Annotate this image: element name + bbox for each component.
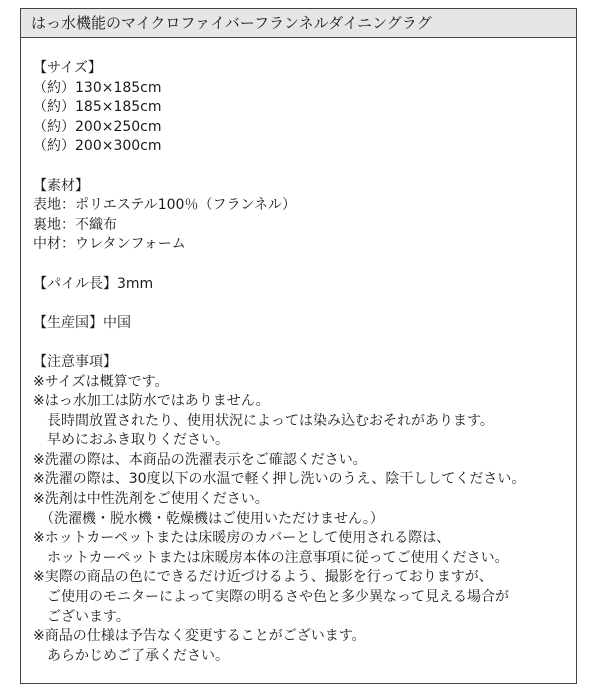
note-line: 早めにおふき取りください。 xyxy=(33,432,229,449)
size-section xyxy=(33,59,573,157)
pile-section xyxy=(33,275,573,295)
note-line: あらかじめご了承ください。 xyxy=(33,647,229,664)
note-line: ※サイズは概算です。 xyxy=(33,373,169,390)
panel-title: はっ水機能のマイクロファイバーフランネルダイニングラグ xyxy=(21,9,576,38)
note-line: ※商品の仕様は予告なく変更することがございます。 xyxy=(33,628,366,645)
size-heading: 【サイズ】 xyxy=(33,60,102,76)
material-line: 中材：ウレタンフォーム xyxy=(33,236,186,253)
note-line: ※洗剤は中性洗剤をご使用ください。 xyxy=(33,491,269,508)
pile-length: 【パイル長】3mm xyxy=(33,275,154,292)
note-line: ※ホットカーペットまたは床暖房のカバーとして使用される際は、 xyxy=(33,530,451,547)
note-line: ※洗濯の際は、本商品の洗濯表示をご確認ください。 xyxy=(33,451,367,468)
product-spec-panel xyxy=(20,8,577,684)
note-line: ございます。 xyxy=(33,608,130,625)
notes-heading: 【注意事項】 xyxy=(33,353,117,370)
note-line: 長時間放置されたり、使用状況によっては染み込むおそれがあります。 xyxy=(33,412,494,429)
note-line: ※実際の商品の色にできるだけ近づけるよう、撮影を行っておりますが、 xyxy=(33,569,493,586)
size-line: （約）130×185cm xyxy=(33,79,162,96)
origin-section xyxy=(33,314,573,334)
note-line: （洗濯機・脱水機・乾燥機はご使用いただけません。） xyxy=(33,510,384,527)
note-line: ※洗濯の際は、30度以下の水温で軽く押し洗いのうえ、陰干ししてください。 xyxy=(33,471,526,488)
size-line: （約）200×250cm xyxy=(33,118,162,135)
notes-section xyxy=(33,353,573,667)
material-heading: 【素材】 xyxy=(33,177,89,194)
note-line: ※はっ水加工は防水ではありません。 xyxy=(33,393,270,410)
material-section xyxy=(33,177,573,255)
material-line: 裏地：不織布 xyxy=(33,216,117,233)
country-of-origin: 【生産国】中国 xyxy=(33,314,131,331)
size-line: （約）185×185cm xyxy=(33,99,162,116)
material-line: 表地：ポリエステル100％（フランネル） xyxy=(33,197,297,214)
note-line: ホットカーペットまたは床暖房本体の注意事項に従ってご使用ください。 xyxy=(33,549,509,566)
panel-content xyxy=(33,59,573,686)
note-line: ご使用のモニターによって実際の明るさや色と多少異なって見える場合が xyxy=(33,589,509,606)
size-line: （約）200×300cm xyxy=(33,138,162,155)
